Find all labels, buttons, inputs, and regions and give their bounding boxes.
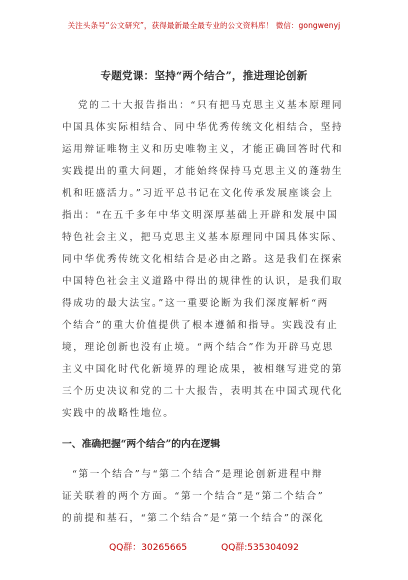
paragraph-line: 指出：“在五千多年中华文明深厚基础上开辟和发展中国 xyxy=(62,210,339,221)
paragraph-line: “第一个结合”与“第二个结合”是理论创新进程中辩 xyxy=(72,469,324,480)
paragraph-line: 中国特色社会主义道路中得出的规律性的认识，是我们取 xyxy=(62,276,344,287)
paragraph-line: 特色社会主义，把马克思主义基本原理同中国具体实际、 xyxy=(62,232,344,243)
footer-qq-group-1: QQ群：30265665 xyxy=(109,543,188,553)
footer xyxy=(0,540,408,553)
paragraph-line: 证关联着的两个方面。“第一个结合”是“第二个结合” xyxy=(62,491,325,502)
paragraph-line: 同中华优秀传统文化相结合是必由之路。这是我们在探索 xyxy=(62,254,344,265)
section-heading: 一、准确把握“两个结合”的内在逻辑 xyxy=(62,439,221,450)
header-banner: 关注头条号“公文研究”，获得最新最全最专业的公文资料库！ 微信：gongwenyj xyxy=(67,21,341,30)
paragraph-line: 实践中的战略性地位。 xyxy=(62,408,175,419)
paragraph-line: 中国具体实际相结合、同中华优秀传统文化相结合，坚持 xyxy=(62,122,344,133)
paragraph-line: 三个历史决议和党的二十大报告，表明其在中国式现代化 xyxy=(62,386,344,397)
paragraph-line: 得成功的最大法宝。”这一重要论断为我们深度解析“两 xyxy=(62,298,329,309)
paragraph-line: 实践提出的重大问题，才能始终保持马克思主义的蓬勃生 xyxy=(62,166,344,177)
paragraph-line: 的前提和基石，“第二个结合”是“第一个结合”的深化 xyxy=(62,513,325,524)
paragraph-line: 运用辩证唯物主义和历史唯物主义，才能正确回答时代和 xyxy=(62,144,344,155)
footer-qq-group-2: QQ群:535304092 xyxy=(221,543,299,553)
paragraph-line: 党的二十大报告指出：“只有把马克思主义基本原理同 xyxy=(78,100,344,111)
paragraph-line: 境，理论创新也没有止境。“两个结合”作为开辟马克思 xyxy=(62,342,334,353)
paragraph-line: 机和旺盛活力。”习近平总书记在文化传承发展座谈会上 xyxy=(62,188,334,199)
paragraph-line: 主义中国化时代化新境界的理论成果，被相继写进党的第 xyxy=(62,364,344,375)
document-title: 专题党课：坚持“两个结合”，推进理论创新 xyxy=(100,70,308,82)
paragraph-line: 个结合”的重大价值提供了根本遵循和指导。实践没有止 xyxy=(62,320,339,331)
